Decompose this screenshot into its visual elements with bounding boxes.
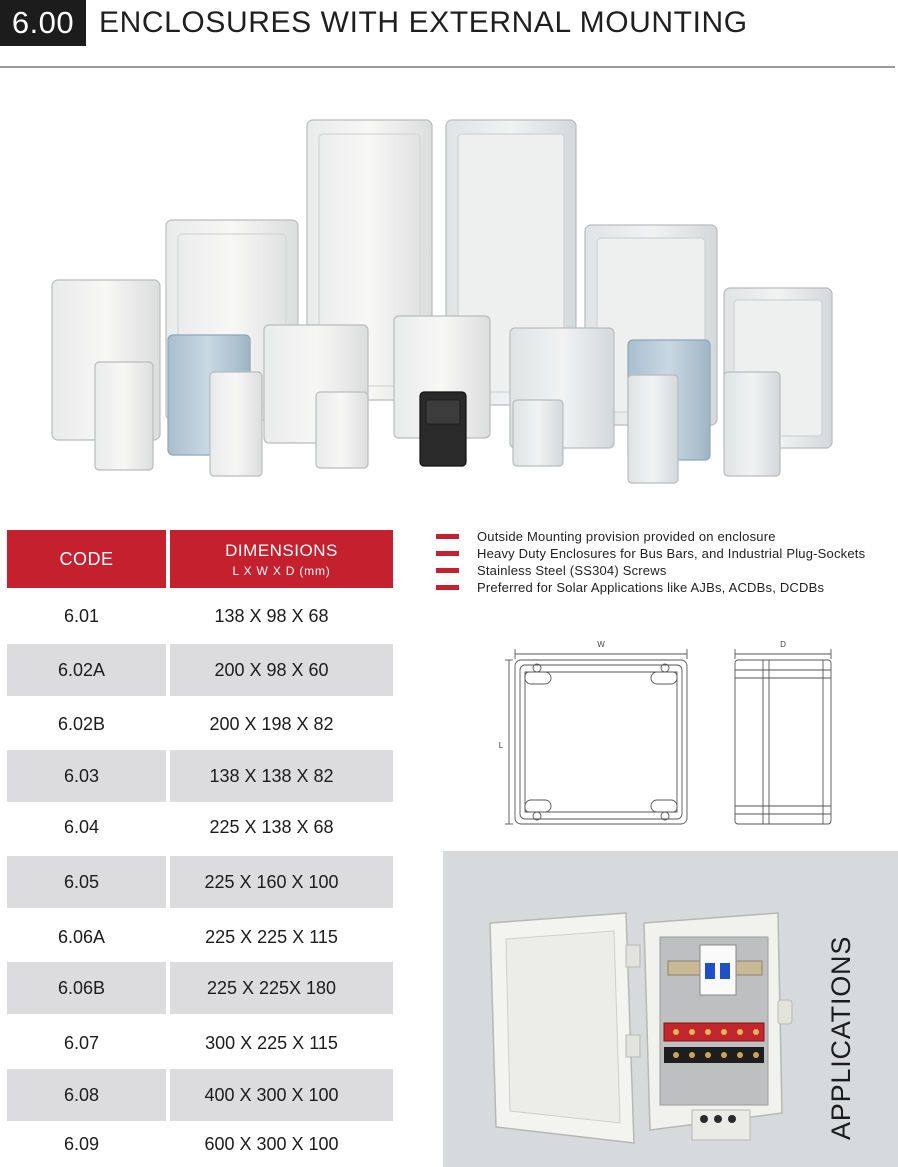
feature-text: Outside Mounting provision provided on enclosure — [477, 529, 776, 544]
table-row — [7, 1069, 393, 1121]
feature-text: Preferred for Solar Applications like AJBs, ACDBs, DCDBs — [477, 580, 825, 595]
bullet-dash-icon — [436, 534, 459, 539]
dimensions-cell: 138 X 138 X 82 — [170, 750, 393, 802]
code-cell: 6.03 — [7, 750, 166, 802]
depth-label: D — [780, 640, 786, 649]
dimensions-cell: 225 X 225X 180 — [170, 962, 393, 1014]
dimensions-cell: 138 X 98 X 68 — [214, 605, 329, 626]
dimension-drawing — [495, 636, 840, 831]
feature-item — [436, 528, 898, 545]
length-label: L — [498, 741, 504, 750]
code-cell: 6.01 — [63, 605, 100, 626]
product-range-photo — [40, 110, 860, 490]
page-title: ENCLOSURES WITH EXTERNAL MOUNTING — [99, 6, 748, 39]
dimensions-column-header — [170, 530, 393, 588]
dimensions-cell: 400 X 300 X 100 — [170, 1069, 393, 1121]
code-cell: 6.06B — [7, 962, 166, 1014]
header-divider — [0, 66, 895, 68]
code-cell: 6.05 — [7, 856, 166, 908]
section-number: 6.00 — [0, 0, 86, 46]
dimensions-cell: 225 X 225 X 115 — [205, 926, 338, 947]
bullet-dash-icon — [436, 585, 459, 590]
table-row — [7, 592, 393, 640]
feature-item — [436, 562, 898, 579]
code-cell: 6.07 — [63, 1032, 100, 1053]
dimensions-cell: 300 X 225 X 115 — [205, 1032, 338, 1053]
dimensions-cell: 225 X 160 X 100 — [170, 856, 393, 908]
bullet-dash-icon — [436, 551, 459, 556]
dimensions-header-label: DIMENSIONS — [225, 541, 338, 560]
table-row — [7, 1122, 393, 1166]
feature-text: Stainless Steel (SS304) Screws — [477, 563, 667, 578]
dimensions-header-units: L X W X D (mm) — [232, 564, 331, 578]
table-row — [7, 700, 393, 748]
code-cell: 6.02B — [57, 713, 106, 734]
code-cell: 6.08 — [7, 1069, 166, 1121]
applications-label: APPLICATIONS — [826, 935, 856, 1140]
dimensions-cell: 200 X 198 X 82 — [209, 713, 334, 734]
bullet-dash-icon — [436, 568, 459, 573]
width-label: W — [597, 640, 605, 649]
dimensions-cell: 225 X 138 X 68 — [209, 816, 334, 837]
dimensions-cell: 600 X 300 X 100 — [204, 1133, 339, 1154]
table-row — [7, 962, 393, 1014]
table-row — [7, 1018, 393, 1068]
feature-text: Heavy Duty Enclosures for Bus Bars, and Industrial Plug-Sockets — [477, 546, 866, 561]
code-cell: 6.06A — [57, 926, 106, 947]
dimensions-cell: 200 X 98 X 60 — [170, 644, 393, 696]
application-photo — [478, 905, 808, 1160]
table-row — [7, 804, 393, 850]
feature-item — [436, 579, 898, 596]
code-cell: 6.02A — [7, 644, 166, 696]
code-cell: 6.04 — [63, 816, 100, 837]
code-cell: 6.09 — [63, 1133, 100, 1154]
feature-item — [436, 545, 898, 562]
table-row — [7, 644, 393, 696]
table-row — [7, 750, 393, 802]
feature-list — [436, 528, 898, 596]
code-column-header: CODE — [7, 530, 166, 588]
table-row — [7, 912, 393, 962]
table-row — [7, 856, 393, 908]
